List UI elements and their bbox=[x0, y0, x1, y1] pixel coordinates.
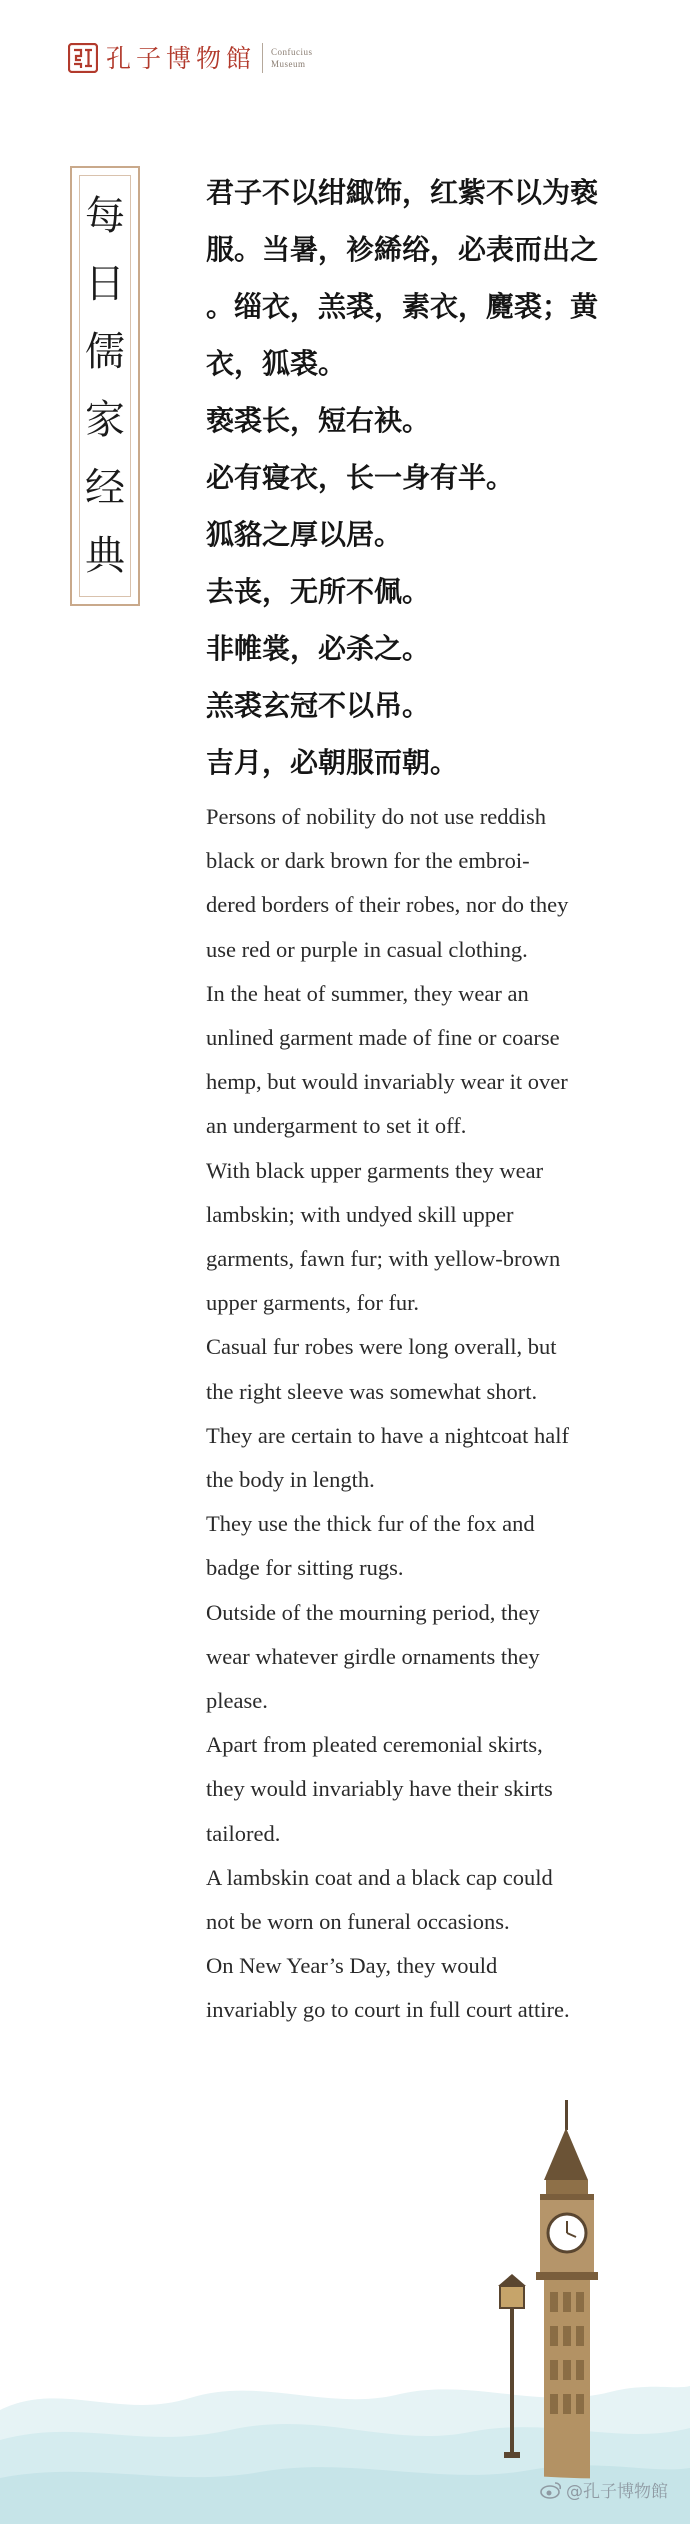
translation-line: A lambskin coat and a black cap could bbox=[206, 1864, 553, 1890]
translation-line: badge for sitting rugs. bbox=[206, 1555, 404, 1581]
classic-line: 衣，狐裘。 bbox=[206, 347, 347, 380]
translation-line: Casual fur robes were long overall, but bbox=[206, 1334, 557, 1360]
classic-line: 非帷裳，必杀之。 bbox=[206, 632, 431, 665]
title-char: 家 bbox=[85, 397, 125, 443]
classic-line: 吉月，必朝服而朝。 bbox=[206, 746, 459, 779]
logo-chinese-name: 孔子博物館 bbox=[106, 43, 257, 73]
translation-line: use red or purple in casual clothing. bbox=[206, 936, 528, 962]
clock-tower-icon bbox=[536, 2100, 598, 2480]
translation-line: Apart from pleated ceremonial skirts, bbox=[206, 1732, 543, 1758]
translation-line: dered borders of their robes, nor do they bbox=[206, 892, 569, 918]
translation-line: With black upper garments they wear bbox=[206, 1157, 544, 1183]
classic-line: 君子不以绀緅饰，红紫不以为亵 bbox=[206, 176, 599, 209]
title-char: 儒 bbox=[85, 329, 125, 375]
seal-icon bbox=[68, 43, 98, 73]
title-char: 日 bbox=[85, 261, 125, 307]
daily-classic-title bbox=[70, 166, 140, 606]
logo-english-name: Confucius Museum bbox=[271, 47, 313, 69]
bottom-illustration bbox=[0, 2080, 690, 2524]
classic-line: 亵裘长，短右袂。 bbox=[206, 404, 431, 437]
classic-text bbox=[206, 164, 656, 791]
translation-line: hemp, but would invariably wear it over bbox=[206, 1069, 568, 1095]
classic-line: 羔裘玄冠不以吊。 bbox=[206, 689, 431, 722]
classic-line: 。缁衣，羔裘，素衣，麑裘；黄 bbox=[206, 290, 599, 323]
title-char: 经 bbox=[85, 465, 125, 511]
translation-line: In the heat of summer, they wear an bbox=[206, 980, 529, 1006]
museum-logo bbox=[68, 38, 313, 78]
classic-line: 去丧，无所不佩。 bbox=[206, 575, 431, 608]
logo-divider bbox=[262, 43, 263, 73]
translation-line: wear whatever girdle ornaments they bbox=[206, 1643, 540, 1669]
translation-line: not be worn on funeral occasions. bbox=[206, 1909, 510, 1935]
title-inner-frame bbox=[79, 175, 131, 597]
translation-line: On New Year’s Day, they would bbox=[206, 1953, 498, 1979]
translation-line: tailored. bbox=[206, 1820, 281, 1846]
watermark-text: @孔子博物館 bbox=[566, 2482, 668, 2502]
translation-line: black or dark brown for the embroi- bbox=[206, 848, 530, 874]
translation-line: garments, fawn fur; with yellow-brown bbox=[206, 1246, 561, 1272]
landscape-illustration bbox=[0, 2080, 690, 2524]
translation-line: They are certain to have a nightcoat half bbox=[206, 1422, 569, 1448]
translation-line: the right sleeve was somewhat short. bbox=[206, 1378, 538, 1404]
translation-line: upper garments, for fur. bbox=[206, 1290, 420, 1316]
weibo-icon bbox=[540, 2481, 562, 2499]
translation-line: lambskin; with undyed skill upper bbox=[206, 1201, 514, 1227]
weibo-watermark bbox=[540, 2477, 668, 2502]
translation-text bbox=[206, 795, 646, 2033]
translation-line: please. bbox=[206, 1688, 268, 1714]
translation-line: unlined garment made of fine or coarse bbox=[206, 1025, 560, 1051]
translation-line: They use the thick fur of the fox and bbox=[206, 1511, 535, 1537]
translation-line: Outside of the mourning period, they bbox=[206, 1599, 540, 1625]
title-char: 典 bbox=[85, 533, 125, 579]
classic-line: 必有寝衣，长一身有半。 bbox=[206, 461, 515, 494]
translation-line: Persons of nobility do not use reddish bbox=[206, 804, 546, 829]
title-char: 每 bbox=[85, 193, 125, 239]
classic-line: 狐貉之厚以居。 bbox=[206, 518, 403, 551]
translation-line: the body in length. bbox=[206, 1467, 375, 1493]
translation-line: invariably go to court in full court attire. bbox=[206, 1997, 570, 2023]
translation-line: they would invariably have their skirts bbox=[206, 1776, 553, 1802]
classic-line: 服。当暑，袗絺绤，必表而出之 bbox=[206, 233, 599, 266]
translation-line: an undergarment to set it off. bbox=[206, 1113, 467, 1139]
